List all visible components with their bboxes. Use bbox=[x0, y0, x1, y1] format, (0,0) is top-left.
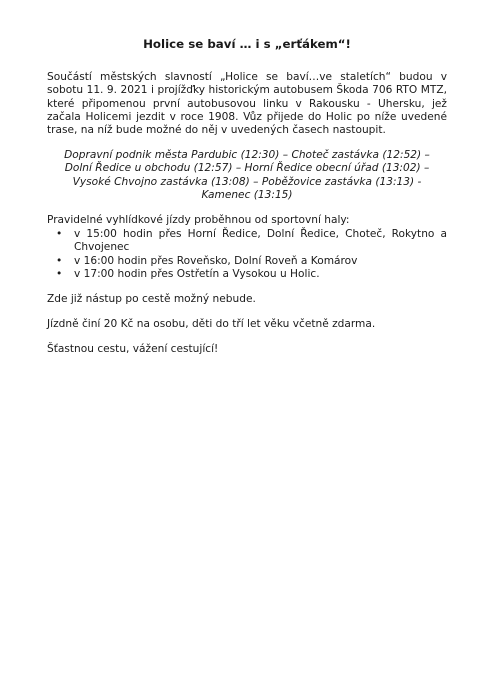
trip-text: v 17:00 hodin přes Ostřetín a Vysokou u Holic. bbox=[74, 267, 320, 280]
trips-intro: Pravidelné vyhlídkové jízdy proběhnou od sportovní haly: bbox=[47, 214, 350, 227]
trip-text: v 16:00 hodin přes Roveňsko, Dolní Roveň a Komárov bbox=[74, 254, 358, 267]
trip-text: v 15:00 hodin přes Horní Ředice, Dolní Ředice, Choteč, Rokytno a Chvojenec bbox=[74, 228, 447, 254]
boarding-note: Zde již nástup po cestě možný nebude. bbox=[47, 293, 256, 306]
route-line: Dolní Ředice u obchodu (12:57) – Horní Ředice obecní úřad (13:02) – bbox=[64, 162, 430, 175]
trips-list bbox=[47, 228, 447, 281]
route-line: Vysoké Chvojno zastávka (13:08) – Poběžovice zastávka (13:13) - bbox=[72, 175, 422, 188]
bullet-icon: • bbox=[56, 254, 63, 267]
route-paragraph bbox=[47, 149, 447, 202]
intro-paragraph: Součástí městských slavností „Holice se baví…ve staletích“ budou v sobotu 11. 9. 2021 i projížďky historickým autobusem Škoda 706 RTO MTZ, které připomenou první autobusovou linku v Rakousku - Uhersku, jež začala Holicemi jezdit v roce 1908. Vůz přijede do Holic po níže uvedené trase, na níž bude možné do něj v uvedených časech nastoupit. bbox=[47, 71, 447, 137]
list-item bbox=[47, 268, 447, 281]
closing-line: Šťastnou cestu, vážení cestující! bbox=[47, 343, 219, 356]
bullet-icon: • bbox=[56, 267, 63, 280]
fare-note: Jízdně činí 20 Kč na osobu, děti do tří let věku včetně zdarma. bbox=[47, 318, 376, 331]
list-item bbox=[47, 228, 447, 254]
list-item bbox=[47, 255, 447, 268]
document-page bbox=[47, 38, 447, 369]
document-title: Holice se baví … i s „erťákem“! bbox=[143, 37, 351, 51]
route-line: Kamenec (13:15) bbox=[201, 188, 293, 201]
route-line: Dopravní podnik města Pardubic (12:30) – Choteč zastávka (12:52) – bbox=[64, 149, 430, 162]
bullet-icon: • bbox=[56, 228, 63, 241]
